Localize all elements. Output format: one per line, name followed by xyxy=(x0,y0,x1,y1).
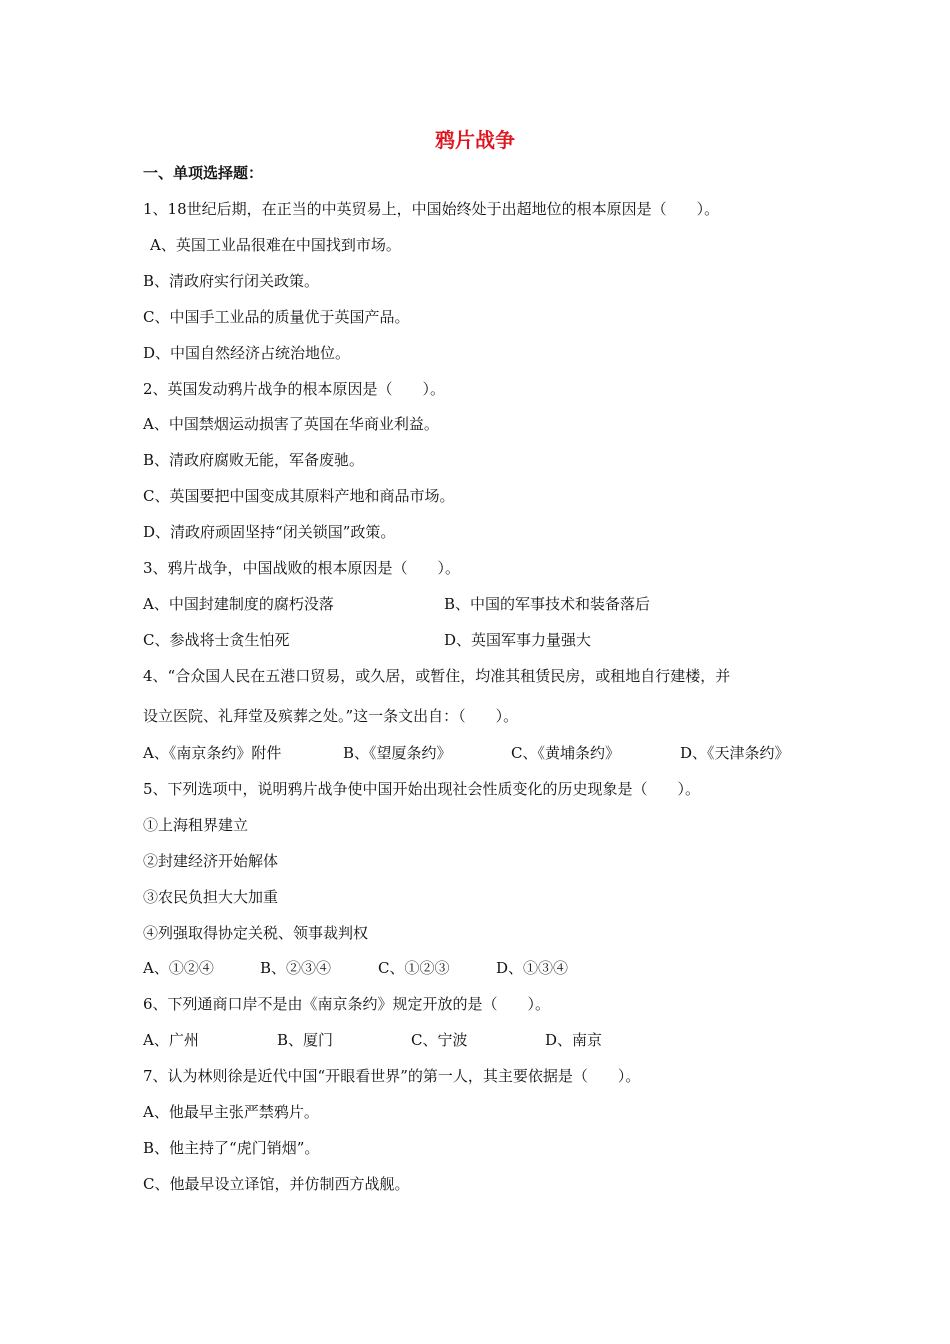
question-4-stem-line-2: 设立医院、礼拜堂及殡葬之处。”这一条文出自：（ ）。 xyxy=(143,707,519,725)
question-6-stem: 6、下列通商口岸不是由《南京条约》规定开放的是（ ）。 xyxy=(143,995,551,1013)
question-2-option-a: A、中国禁烟运动损害了英国在华商业利益。 xyxy=(143,415,439,433)
question-4-option-c: C、《黄埔条约》 xyxy=(511,744,620,762)
question-2-option-d: D、清政府顽固坚持“闭关锁国”政策。 xyxy=(143,523,396,541)
question-1-option-c: C、中国手工业品的质量优于英国产品。 xyxy=(143,308,410,326)
question-5-option-a: A、①②④ xyxy=(143,959,214,977)
question-4-option-d: D、《天津条约》 xyxy=(680,744,790,762)
question-6-option-c: C、宁波 xyxy=(411,1031,468,1049)
question-6-option-a: A、广州 xyxy=(143,1031,199,1049)
question-5-item-4: ④列强取得协定关税、领事裁判权 xyxy=(143,924,369,942)
question-5-option-d: D、①③④ xyxy=(496,959,569,977)
question-1-option-a: A、英国工业品很难在中国找到市场。 xyxy=(150,236,401,254)
question-5-item-3: ③农民负担大大加重 xyxy=(143,888,279,906)
question-4-option-b: B、《望厦条约》 xyxy=(343,744,452,762)
question-2-option-c: C、英国要把中国变成其原料产地和商品市场。 xyxy=(143,487,455,505)
question-7-option-b: B、他主持了“虎门销烟”。 xyxy=(143,1139,320,1157)
question-6-option-d: D、南京 xyxy=(545,1031,603,1049)
question-3-option-c: C、参战将士贪生怕死 xyxy=(143,631,290,649)
question-4-stem-line-1: 4、“合众国人民在五港口贸易，或久居，或暂住，均准其租赁民房，或租地自行建楼，并 xyxy=(143,667,731,685)
question-5-option-c: C、①②③ xyxy=(378,959,450,977)
question-7-option-a: A、他最早主张严禁鸦片。 xyxy=(143,1103,319,1121)
question-5-option-b: B、②③④ xyxy=(260,959,332,977)
question-6-option-b: B、厦门 xyxy=(277,1031,334,1049)
question-1-option-d: D、中国自然经济占统治地位。 xyxy=(143,344,351,362)
question-3-option-d: D、英国军事力量强大 xyxy=(444,631,592,649)
question-1-stem: 1、18世纪后期，在正当的中英贸易上，中国始终处于出超地位的根本原因是（ ）。 xyxy=(143,200,720,218)
question-2-option-b: B、清政府腐败无能，军备废驰。 xyxy=(143,451,365,469)
question-7-option-c: C、他最早设立译馆，并仿制西方战舰。 xyxy=(143,1175,410,1193)
question-7-stem: 7、认为林则徐是近代中国“开眼看世界”的第一人，其主要依据是（ ）。 xyxy=(143,1067,641,1085)
question-5-stem: 5、下列选项中，说明鸦片战争使中国开始出现社会性质变化的历史现象是（ ）。 xyxy=(143,780,701,798)
question-5-item-1: ①上海租界建立 xyxy=(143,816,249,834)
question-5-item-2: ②封建经济开始解体 xyxy=(143,852,279,870)
question-2-stem: 2、英国发动鸦片战争的根本原因是（ ）。 xyxy=(143,380,446,398)
page-title: 鸦片战争 xyxy=(435,128,515,152)
question-3-option-a: A、中国封建制度的腐朽没落 xyxy=(143,595,334,613)
question-1-option-b: B、清政府实行闭关政策。 xyxy=(143,272,320,290)
section-heading: 一、单项选择题： xyxy=(143,164,264,182)
question-4-option-a: A、《南京条约》附件 xyxy=(143,744,282,762)
question-3-stem: 3、鸦片战争，中国战败的根本原因是（ ）。 xyxy=(143,559,461,577)
question-3-option-b: B、中国的军事技术和装备落后 xyxy=(444,595,651,613)
